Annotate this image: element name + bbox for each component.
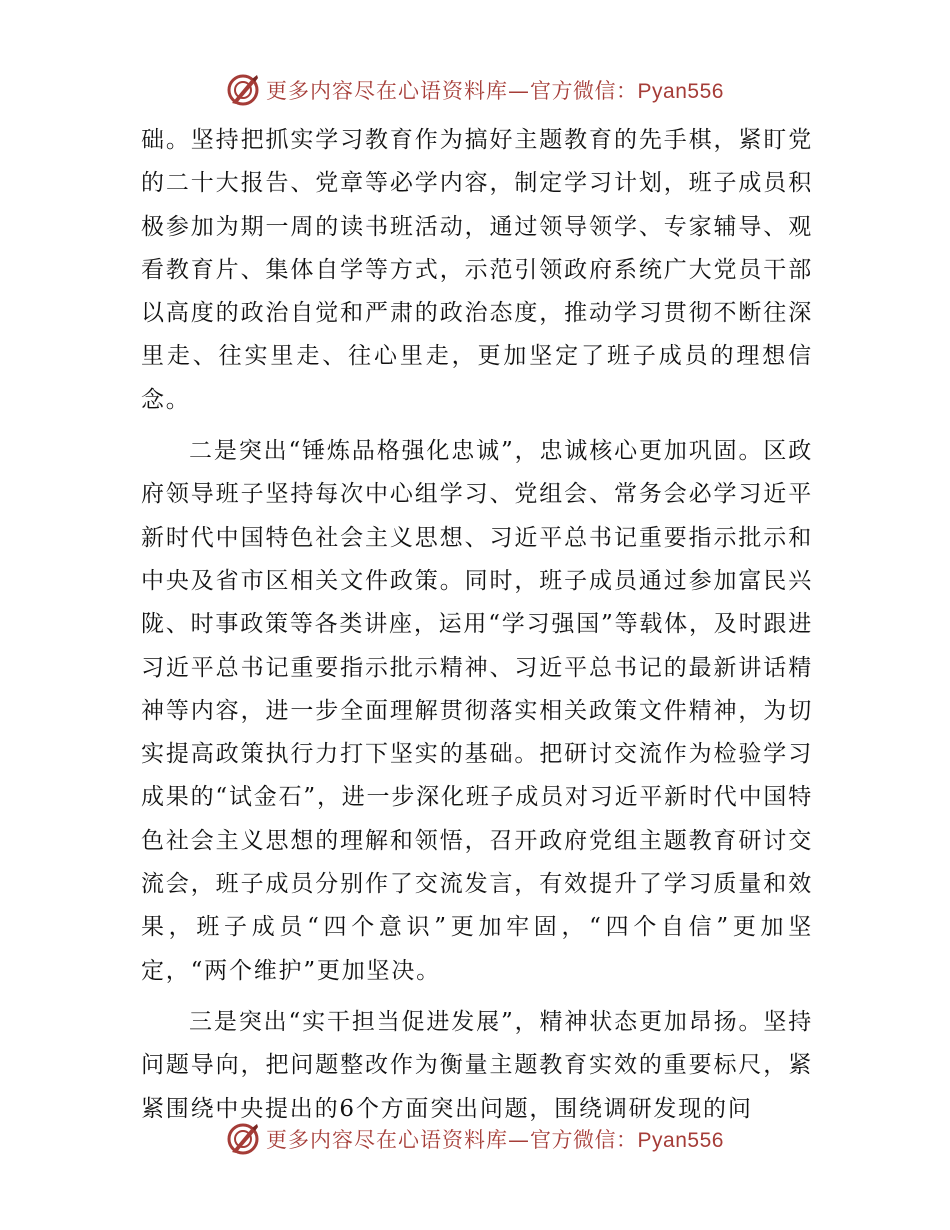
- paragraph-1: 础。坚持把抓实学习教育作为搞好主题教育的先手棋，紧盯党的二十大报告、党章等必学内容，制定学习计划，班子成员积极参加为期一周的读书班活动，通过领导领学、专家辅导、观看教育片、集体自学等方式，示范引领政府系统广大党员干部以高度的政治自觉和严肃的政治态度，推动学习贯彻不断往深里走、往实里走、往心里走，更加坚定了班子成员的理想信念。: [141, 127, 813, 413]
- footer-banner-contact: 官方微信：Pyan556: [530, 1129, 724, 1152]
- header-banner-separator: —: [508, 79, 531, 103]
- quill-logo-icon: [226, 73, 260, 107]
- quill-logo-icon: [226, 1122, 260, 1156]
- footer-banner-title: 更多内容尽在心语资料库: [266, 1128, 509, 1152]
- paragraph-2: 二是突出“锤炼品格强化忠诚”，忠诚核心更加巩固。区政府领导班子坚持每次中心组学习、党组会、常务会必学习近平新时代中国特色社会主义思想、习近平总书记重要指示批示和中央及省市区相关文件政策。同时，班子成员通过参加富民兴陇、时事政策等各类讲座，运用“学习强国”等载体，及时跟进习近平总书记重要指示批示精神、习近平总书记的最新讲话精神等内容，进一步全面理解贯彻落实相关政策文件精神，为切实提高政策执行力打下坚实的基础。把研讨交流作为检验学习成果的“试金石”，进一步深化班子成员对习近平新时代中国特色社会主义思想的理解和领悟，召开政府党组主题教育研讨交流会，班子成员分别作了交流发言，有效提升了学习质量和效果，班子成员“四个意识”更加牢固，“四个自信”更加坚定，“两个维护”更加坚决。: [141, 438, 813, 984]
- paragraph-3: 三是突出“实干担当促进发展”，精神状态更加昂扬。坚持问题导向，把问题整改作为衡量主题教育实效的重要标尺，紧紧围绕中央提出的6个方面突出问题，围绕调研发现的问: [141, 1008, 813, 1122]
- header-banner-text: [266, 75, 724, 105]
- footer-watermark-banner: [0, 1119, 950, 1159]
- header-banner-title: 更多内容尽在心语资料库: [266, 79, 509, 103]
- header-banner-contact: 官方微信：Pyan556: [530, 80, 724, 103]
- header-watermark-banner: [0, 70, 950, 110]
- footer-banner-separator: —: [508, 1128, 531, 1152]
- footer-banner-text: [266, 1124, 724, 1154]
- document-body: [141, 119, 813, 1139]
